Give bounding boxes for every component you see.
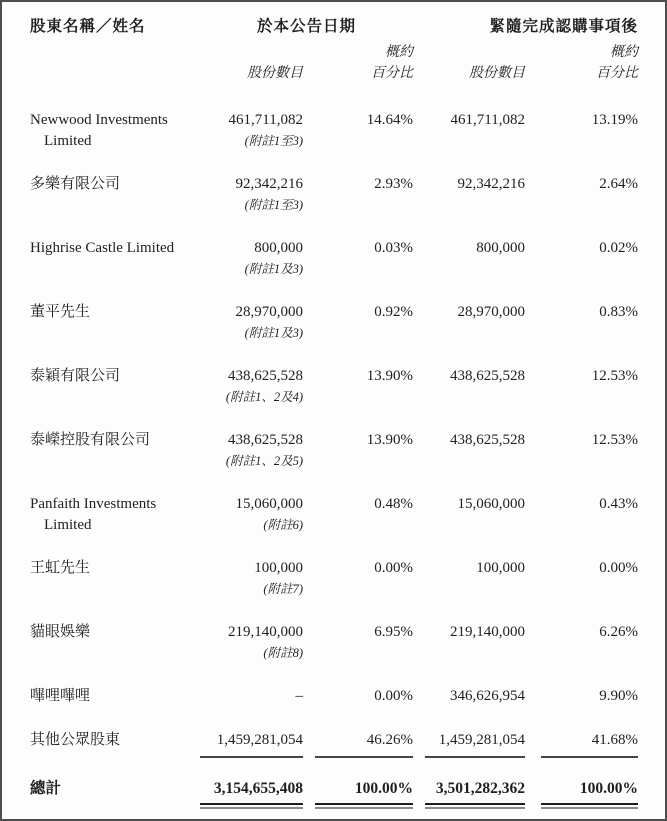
cell-total-label: 總計 [30,780,62,797]
cell-note: (附註1至3) [244,134,303,148]
cell-shareholder-name: Highrise Castle Limited [30,240,175,256]
table-header [2,16,665,84]
header-group-as-of-announcement: 於本公告日期 [256,18,356,35]
cell-shareholder-name: 嗶哩嗶哩 [30,688,91,704]
table-row [30,110,638,151]
sum-rule: 1,459,281,054 [425,730,525,758]
sum-rule: 1,459,281,054 [200,730,303,758]
cell-shareholder-name: 王虹先生 [30,560,91,576]
cell-shares-before: – [295,688,303,704]
cell-shares-before: 438,625,528 [228,432,303,448]
table-row [30,430,638,471]
header-shares-before: 股份數目 [247,66,303,81]
cell-percent-before: 0.00% [374,560,413,576]
header-approx-after: 概約 [610,45,638,60]
cell-shareholder-name: 貓眼娛樂 [30,624,91,640]
sum-rule: 41.68% [541,730,638,758]
cell-percent-after: 12.53% [591,432,638,448]
cell-percent-after: 0.43% [599,496,638,512]
cell-percent-before: 0.92% [374,304,413,320]
cell-shares-before: 28,970,000 [235,304,303,320]
cell-percent-before: 0.03% [374,240,413,256]
cell-note: (附註7) [263,582,303,596]
header-shareholder-name: 股東名稱／姓名 [30,18,146,35]
cell-total-percent-after [525,778,638,805]
cell-percent-before: 0.00% [374,688,413,704]
table-row [30,494,638,535]
cell-shares-after: 438,625,528 [450,368,525,384]
cell-shareholder-name-cont: Limited [44,133,92,149]
cell-shares-before: 461,711,082 [228,112,303,128]
double-rule: 100.00% [315,778,413,805]
table-row [30,366,638,407]
table-row [30,686,638,707]
cell-note: (附註8) [263,646,303,660]
cell-shares-before: 800,000 [254,240,303,256]
cell-total-shares-after [413,778,525,805]
cell-shares-after: 800,000 [476,240,525,256]
cell-shares-before: 15,060,000 [235,496,303,512]
cell-percent-after: 0.02% [599,240,638,256]
table-row [30,558,638,599]
cell-shares-after: 92,342,216 [457,176,525,192]
cell-shares-after: 346,626,954 [450,688,525,704]
cell-total-shares-before [200,778,303,805]
double-rule: 3,154,655,408 [200,778,303,805]
cell-shareholder-name: 泰穎有限公司 [30,368,121,384]
cell-shareholder-name: 多樂有限公司 [30,176,121,192]
cell-shareholder-name: 泰嶸控股有限公司 [30,432,151,448]
cell-note: (附註1、2及4) [225,390,303,404]
cell-note: (附註1、2及5) [225,454,303,468]
cell-percent-before: 6.95% [374,624,413,640]
header-percent-after: 百分比 [596,66,638,81]
table-total-row [30,778,638,805]
cell-note: (附註1至3) [244,198,303,212]
header-percent-before: 百分比 [371,66,413,81]
cell-shares-before [200,730,303,758]
cell-percent-after: 0.00% [599,560,638,576]
cell-shareholder-name: 董平先生 [30,304,91,320]
cell-percent-after: 2.64% [599,176,638,192]
cell-percent-before: 14.64% [366,112,413,128]
cell-percent-before: 13.90% [366,432,413,448]
cell-shares-after: 100,000 [476,560,525,576]
cell-shares-after [413,730,525,758]
cell-shares-after: 461,711,082 [450,112,525,128]
cell-percent-before: 0.48% [374,496,413,512]
cell-percent-after: 0.83% [599,304,638,320]
sum-rule: 46.26% [315,730,413,758]
cell-percent-after: 13.19% [591,112,638,128]
header-shares-after: 股份數目 [469,66,525,81]
cell-note: (附註1及3) [244,262,303,276]
header-approx-before: 概約 [385,45,413,60]
table-row [30,730,638,758]
table-row [30,174,638,215]
cell-shareholder-name-cont: Limited [44,517,92,533]
cell-percent-after [525,730,638,758]
cell-shareholder-name: 其他公眾股東 [30,732,121,748]
cell-shares-before: 219,140,000 [228,624,303,640]
table-row [30,238,638,279]
double-rule: 3,501,282,362 [425,778,525,805]
cell-percent-before: 2.93% [374,176,413,192]
cell-shares-before: 100,000 [254,560,303,576]
cell-shares-before: 438,625,528 [228,368,303,384]
cell-shares-before: 92,342,216 [235,176,303,192]
cell-note: (附註6) [263,518,303,532]
cell-shareholder-name: Panfaith Investments [30,496,157,512]
cell-percent-after: 12.53% [591,368,638,384]
header-group-after-completion: 緊隨完成認購事項後 [489,18,638,35]
table-row [30,302,638,343]
table-row [30,622,638,663]
cell-shareholder-name: Newwood Investments [30,112,168,128]
cell-shares-after: 219,140,000 [450,624,525,640]
cell-shares-after: 438,625,528 [450,432,525,448]
cell-note: (附註1及3) [244,326,303,340]
cell-shares-after: 15,060,000 [457,496,525,512]
cell-total-percent-before [303,778,413,805]
double-rule: 100.00% [541,778,638,805]
cell-percent-after: 9.90% [599,688,638,704]
cell-percent-before [303,730,413,758]
cell-shares-after: 28,970,000 [457,304,525,320]
cell-percent-before: 13.90% [366,368,413,384]
cell-percent-after: 6.26% [599,624,638,640]
